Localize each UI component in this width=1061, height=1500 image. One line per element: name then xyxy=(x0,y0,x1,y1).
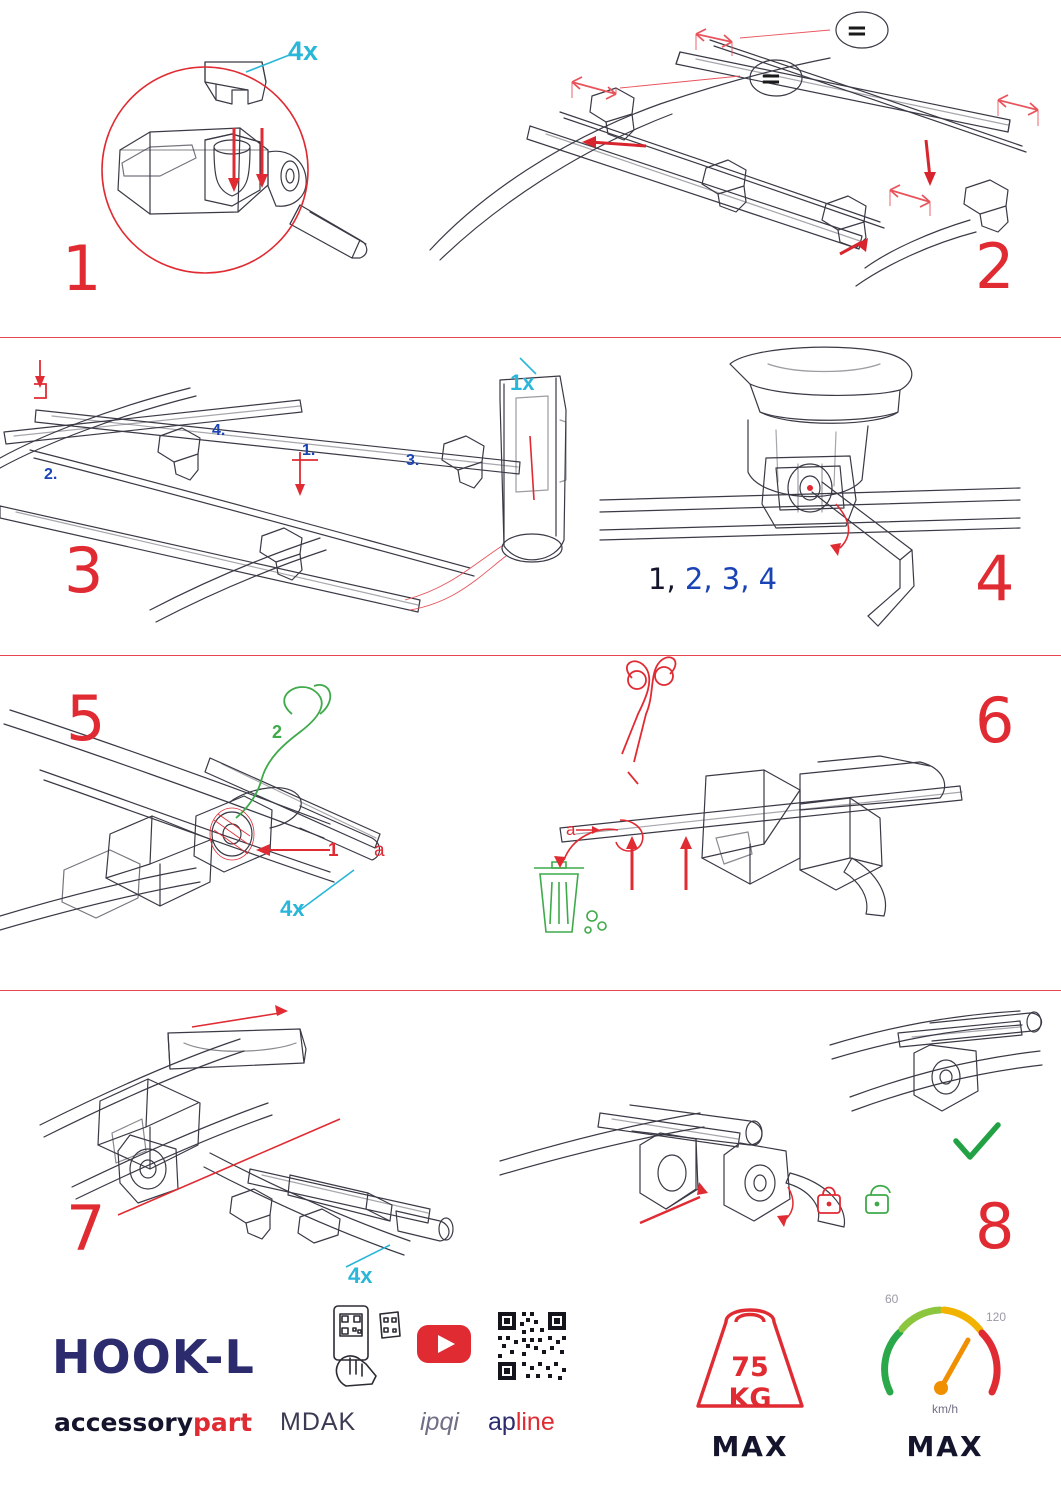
step-3-order-2: 2. xyxy=(44,466,58,483)
step-1-illustration xyxy=(0,0,400,337)
apline-logo-ap: ap xyxy=(488,1408,516,1436)
step-4-order-label: 1, 2, 3, 4 xyxy=(648,562,778,596)
step-6-part-a: a xyxy=(566,820,576,839)
speed-tick-60: 60 xyxy=(885,1292,899,1306)
tagline-part: part xyxy=(193,1408,253,1437)
speed-limit-label: MAX xyxy=(906,1430,984,1463)
brand-title: HOOK-L xyxy=(52,1330,255,1384)
divider-3 xyxy=(0,990,1061,991)
step-3-qty-label: 1x xyxy=(510,370,535,395)
step-7-number: 7 xyxy=(66,1192,106,1265)
load-limit-value: 75 KG xyxy=(728,1352,772,1414)
step-5-order-2: 2 xyxy=(272,722,283,742)
speed-unit-label: km/h xyxy=(931,1402,958,1416)
ipqi-logo: ipqi xyxy=(420,1408,459,1436)
step-2-equal-sign-2: = xyxy=(760,64,782,94)
step-1-number: 1 xyxy=(62,232,102,305)
load-limit-label: MAX xyxy=(711,1430,789,1463)
step-1-qty-label: 4x xyxy=(288,36,319,66)
step-5-number: 5 xyxy=(66,682,106,755)
step-6-number: 6 xyxy=(975,684,1015,757)
step-2-number: 2 xyxy=(975,230,1015,303)
tagline-accessory: accessory xyxy=(54,1408,194,1437)
step-4-number: 4 xyxy=(975,542,1015,615)
step-3-order-3: 3. xyxy=(406,452,420,469)
step-5-qty-label: 4x xyxy=(280,896,305,921)
divider-1 xyxy=(0,337,1061,338)
mdak-logo: MDAK xyxy=(280,1408,357,1436)
apline-logo xyxy=(488,1408,555,1437)
qr-code-icon xyxy=(496,1310,568,1382)
step-2-illustration xyxy=(410,0,1061,337)
step-5-order-1: 1 xyxy=(328,840,339,861)
apline-logo-line: line xyxy=(515,1408,555,1436)
step-3-number: 3 xyxy=(64,534,104,607)
step-2-equal-sign-1: = xyxy=(846,16,868,46)
brand-tagline xyxy=(54,1408,252,1437)
step-3-order-1: 1. xyxy=(302,442,316,459)
step-5-part-a: a xyxy=(374,840,385,861)
speed-tick-120: 120 xyxy=(986,1310,1007,1324)
divider-2 xyxy=(0,655,1061,656)
step-7-qty-label: 4x xyxy=(348,1263,373,1288)
footer xyxy=(0,1290,1061,1500)
youtube-icon[interactable] xyxy=(416,1324,472,1364)
step-8-number: 8 xyxy=(975,1190,1015,1263)
qr-scan-phone-icon xyxy=(320,1302,410,1392)
step-3-order-4: 4. xyxy=(212,422,226,439)
